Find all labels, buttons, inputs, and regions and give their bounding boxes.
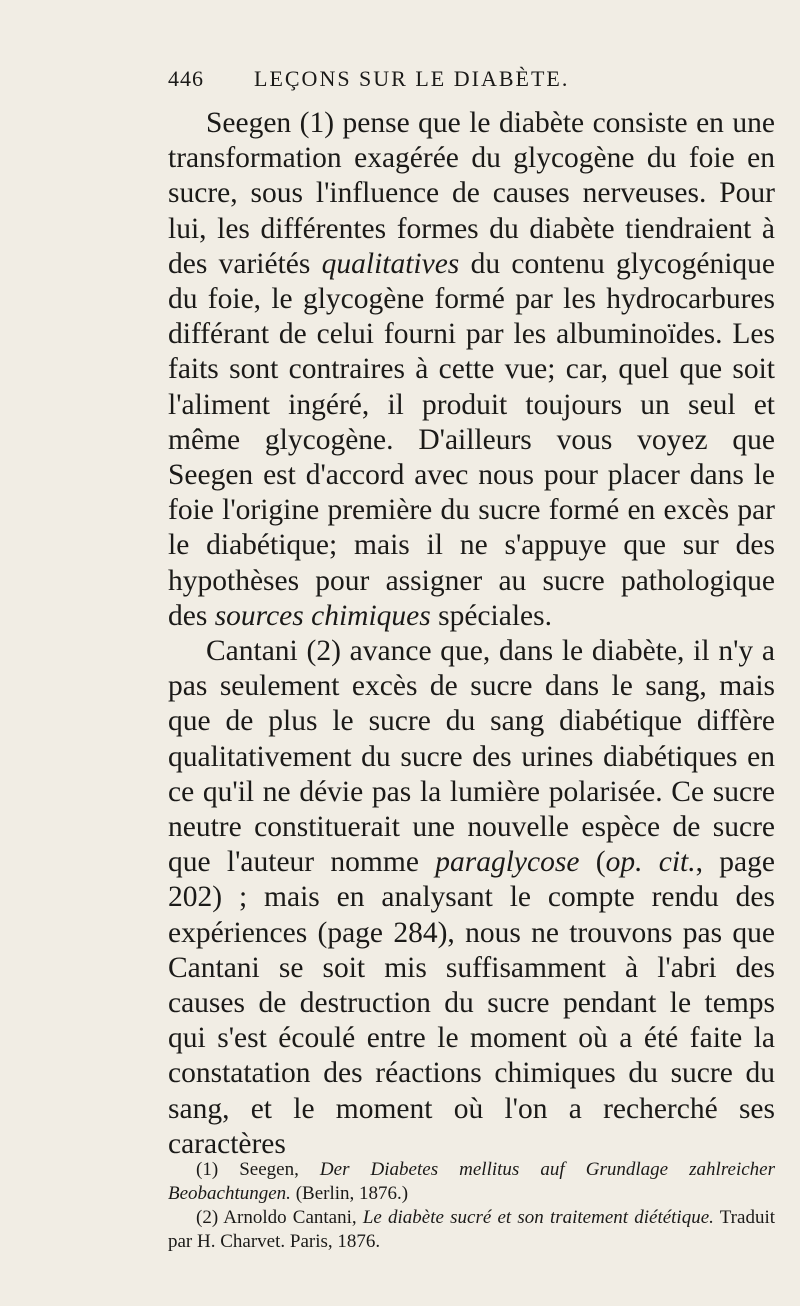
page-number: 446 [168,66,204,91]
italic-run: Le diabète sucré et son traitement diététique. [362,1207,714,1228]
text-run: , page 202) ; mais en analysant le compte rendu des expériences (page 284), nous ne trouvons pas que Cantani se soit mis suffisamment à l'abri des causes de destruction du sucre pendant le temps qui s'est écoulé entre le moment où a été faite la constatation des réactions chimiques du sucre du sang, et le moment où l'on a recherché ses caractères [168,846,775,1160]
text-run: (Berlin, 1876.) [290,1183,409,1204]
running-title: LEÇONS SUR LE DIABÈTE. [254,66,570,91]
text-run: Traduit par H. Charvet. Paris, 1876. [168,1207,776,1252]
text-run: spéciales. [430,599,552,632]
paragraph-cantani [168,634,775,1162]
paragraph-seegen [168,106,775,634]
footnotes [168,1158,775,1254]
text-run: (2) Arnoldo Cantani, [196,1207,363,1228]
footnote-1 [168,1158,775,1206]
text-run: Seegen (1) pense que le diabète consiste en une transformation exagérée du glycogène du foie en sucre, sous l'influence de causes nerveuses. Pour lui, les différentes formes du diabète tiendraient à des variétés [168,107,775,280]
text-run: ( [579,846,606,879]
text-run: du contenu glycogénique du foie, le glycogène formé par les hydrocarbures différant de celui fourni par les albuminoïdes. Les faits sont contraires à cette vue; car, quel que soit l'aliment ingéré, il produit toujours un seul et même glycogène. D'ailleurs vous voyez que Seegen est d'accord avec nous pour placer dans le foie l'origine première du sucre formé en excès par le diabétique; mais il ne s'appuye que sur des hypothèses pour assigner au sucre pathologique des [168,247,775,632]
italic-run: Der Diabetes mellitus auf Grundlage zahlreicher Beobachtungen. [168,1159,775,1204]
italic-run: qualitatives [321,247,460,280]
text-run: Cantani (2) avance que, dans le diabète, il n'y a pas seulement excès de sucre dans le sang, mais que de plus le sucre du sang diabétique diffère qualitativement du sucre des urines diabétiques en ce qu'il ne dévie pas la lumière polarisée. Ce sucre neutre constituerait une nouvelle espèce de sucre que l'auteur nomme [168,635,775,879]
footnote-2 [168,1206,775,1254]
italic-run: sources chimiques [214,599,431,632]
italic-run: op. cit. [605,846,696,879]
text-run: (1) Seegen, [196,1159,320,1180]
page-header [168,66,768,92]
main-text [168,106,775,1162]
italic-run: paraglycose [435,846,580,879]
